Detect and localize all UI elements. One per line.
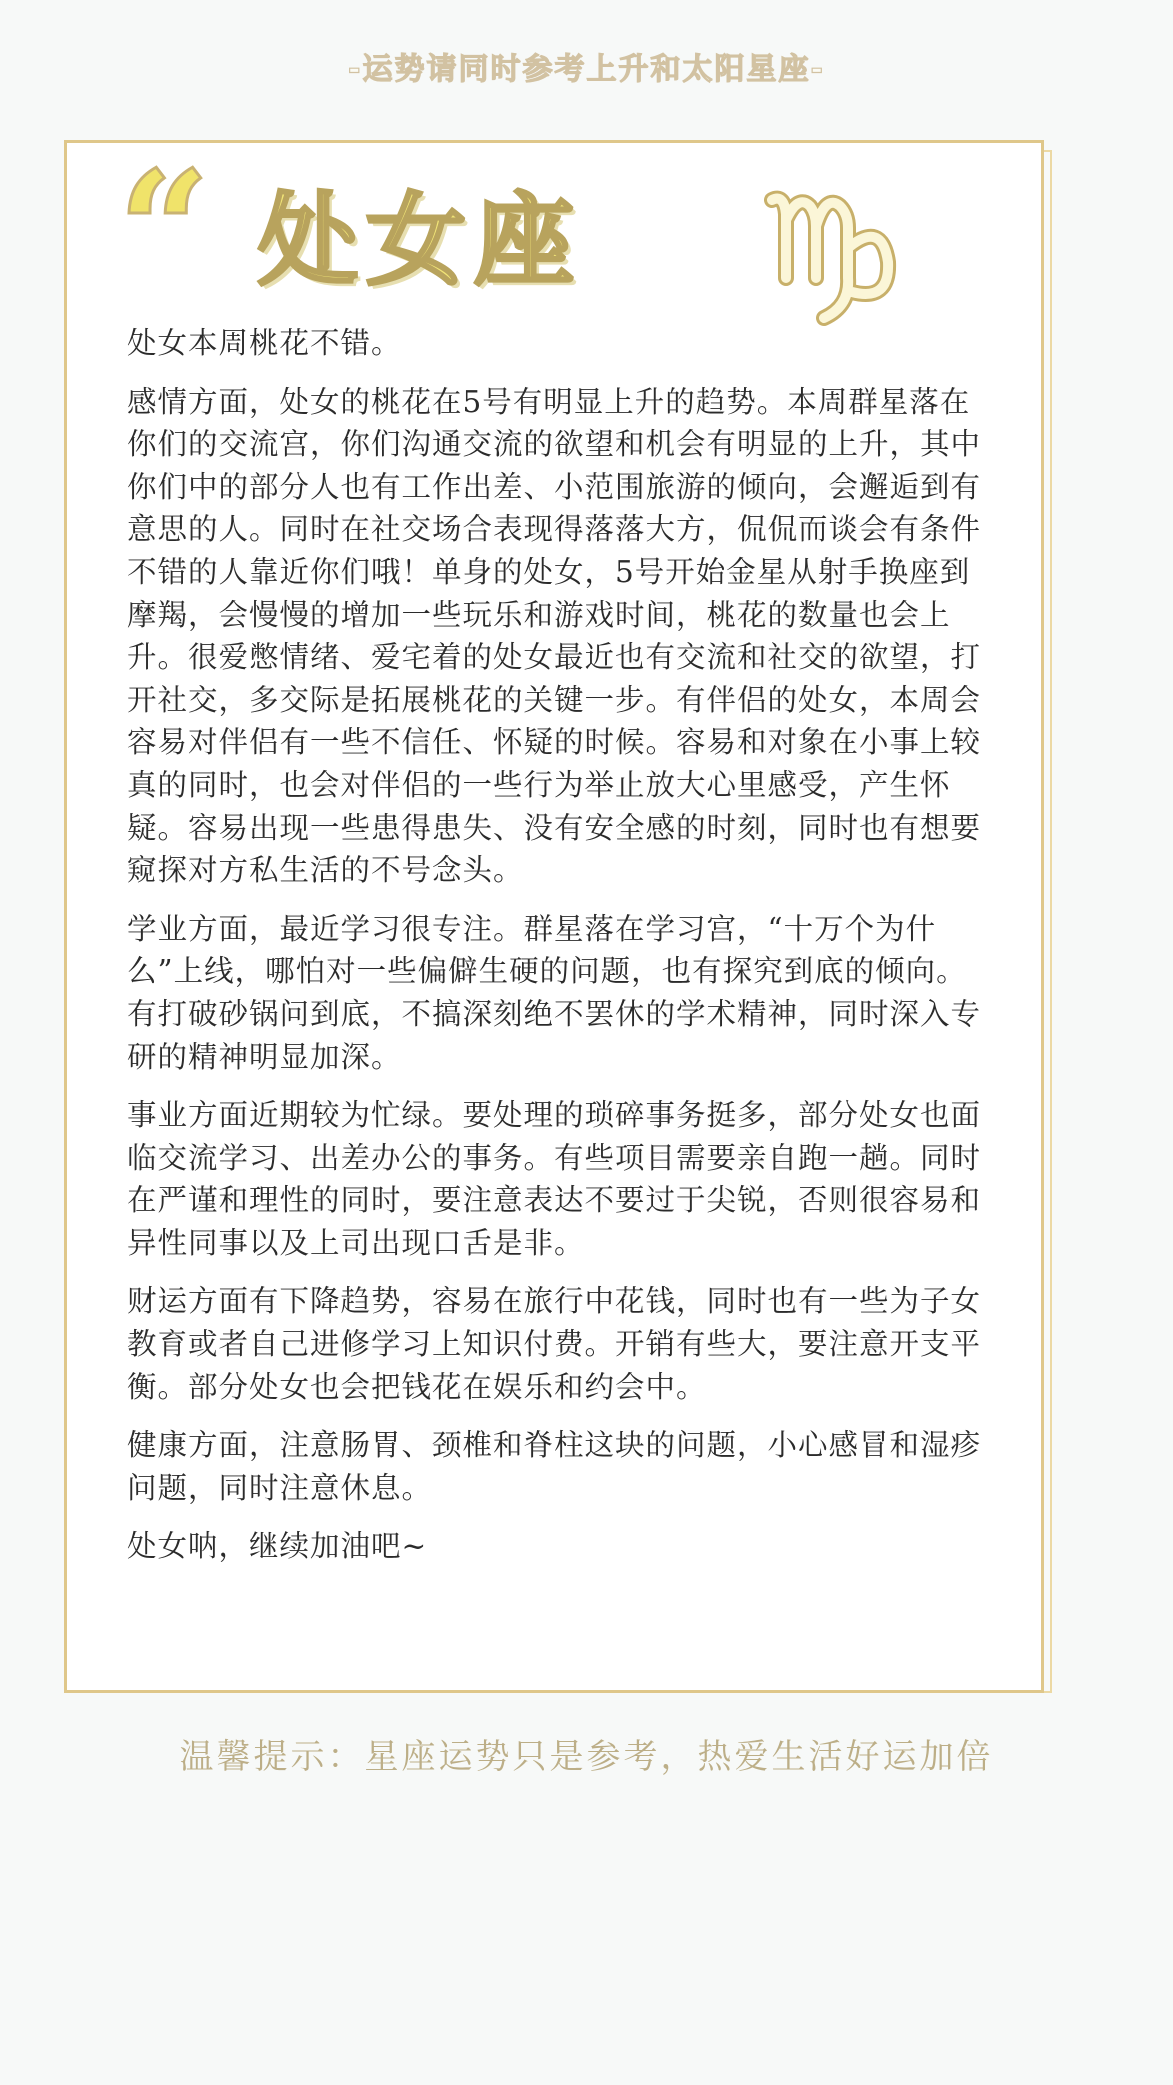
wealth-paragraph: 财运方面有下降趋势，容易在旅行中花钱，同时也有一些为子女教育或者自己进修学习上知识付费。开销有些大，要注意开支平衡。部分处女也会把钱花在娱乐和约会中。 xyxy=(127,1284,982,1404)
closing-paragraph: 处女呐，继续加油吧~ xyxy=(127,1529,428,1564)
card-title: 处女座 xyxy=(258,182,582,299)
virgo-symbol-icon xyxy=(764,186,904,332)
footer-tip: 温馨提示：星座运势只是参考，热爱生活好运加倍 xyxy=(179,1737,994,1777)
horoscope-text xyxy=(127,322,987,1584)
intro-paragraph: 处女本周桃花不错。 xyxy=(127,326,402,360)
quote-mark: “ xyxy=(118,136,211,324)
career-paragraph: 事业方面近期较为忙绿。要处理的琐碎事务挺多，部分处女也面临交流学习、出差办公的事务。有些项目需要亲自跑一趟。同时在严谨和理性的同时，要注意表达不要过于尖锐，否则很容易和异性同事以及上司出现口舌是非。 xyxy=(127,1098,982,1260)
love-paragraph: 感情方面，处女的桃花在5号有明显上升的趋势。本周群星落在你们的交流宫，你们沟通交流的欲望和机会有明显的上升，其中你们中的部分人也有工作出差、小范围旅游的倾向，会邂逅到有意思的人。同时在社交场合表现得落落大方，侃侃而谈会有条件不错的人靠近你们哦！单身的处女，5号开始金星从射手换座到摩羯，会慢慢的增加一些玩乐和游戏时间，桃花的数量也会上升。很爱憋情绪、爱宅着的处女最近也有交流和社交的欲望，打开社交，多交际是拓展桃花的关键一步。有伴侣的处女，本周会容易对伴侣有一些不信任、怀疑的时候。容易和对象在小事上较真的同时，也会对伴侣的一些行为举止放大心里感受，产生怀疑。容易出现一些患得患失、没有安全感的时刻，同时也有想要窥探对方私生活的不号念头。 xyxy=(127,384,982,888)
study-paragraph: 学业方面，最近学习很专注。群星落在学习宫，“十万个为什么”上线，哪怕对一些偏僻生硬的问题，也有探究到底的倾向。有打破砂锅问到底，不搞深刻绝不罢休的学术精神，同时深入专研的精神明显加深。 xyxy=(127,911,982,1074)
health-paragraph: 健康方面，注意肠胃、颈椎和脊柱这块的问题，小心感冒和湿疹问题，同时注意休息。 xyxy=(127,1428,982,1505)
top-banner: -运势请同时参考上升和太阳星座- xyxy=(348,52,825,87)
